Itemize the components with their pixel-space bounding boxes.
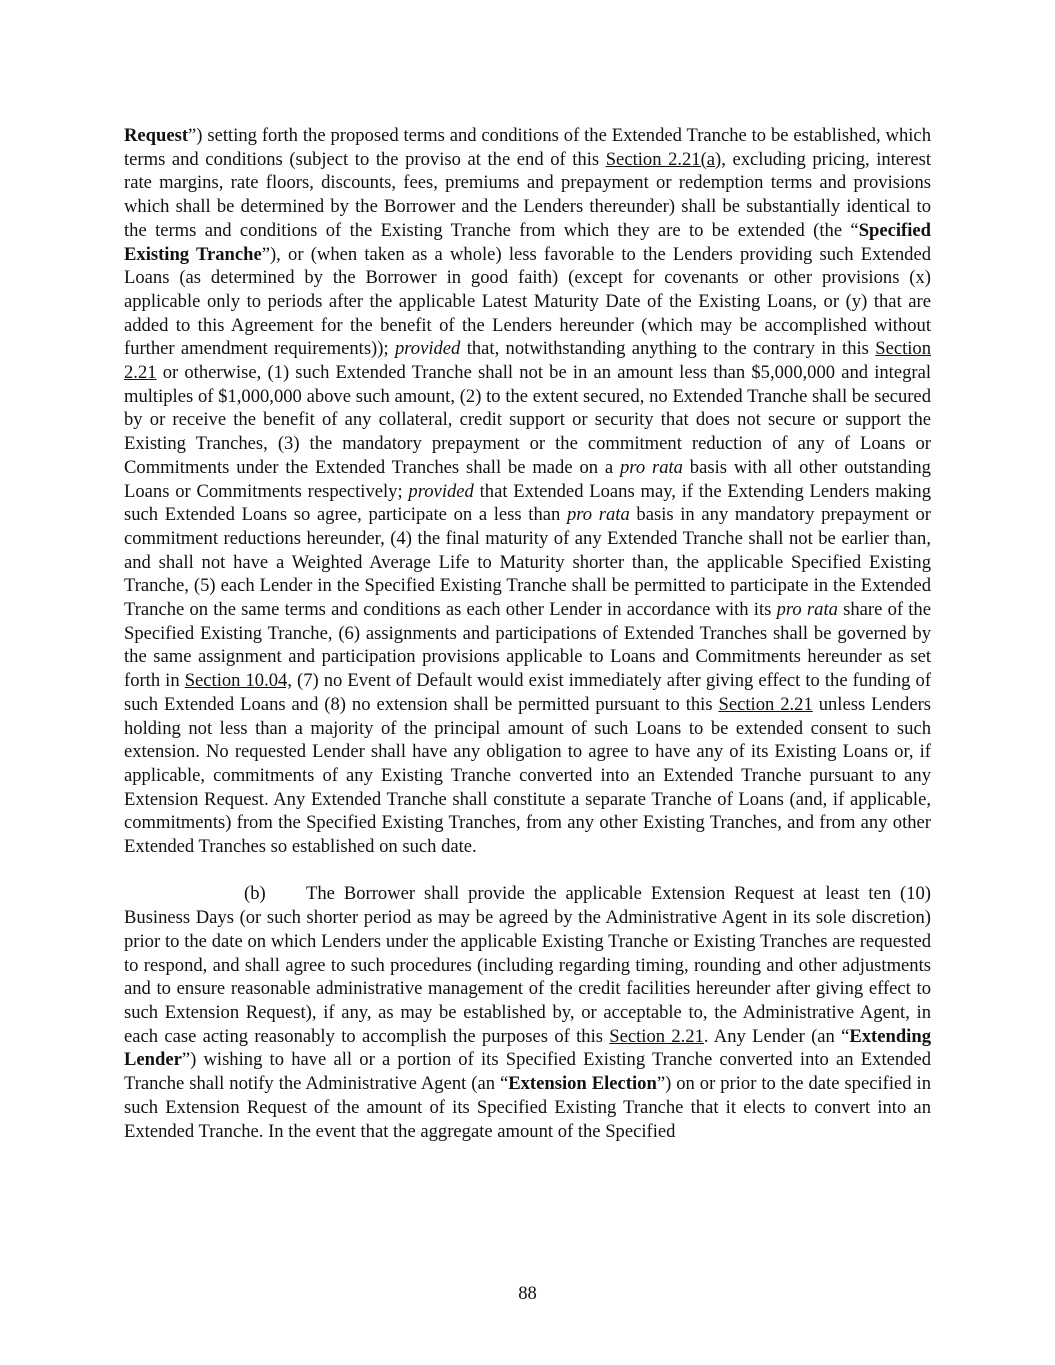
defined-term-extending-lender: Extending Lender [124,1025,931,1071]
text-run: or otherwise, (1) such Extended Tranche shall not be in an amount less than $5,000,000 and integral multiples of $1,000,000 above such amount, (2) to the extent secured, no Extended Tranche shall be secured by or receive the benefit of any collateral, credit support or security that does not secure or support the Existing Tranches, (3) the mandatory prepayment or the commitment reduction of any of Loans or Commitments under the Extended Tranches shall be made on a [124,362,931,478]
text-run: ”) on or prior to the date specified in such Extension Request of the amount of its Specified Existing Tranche that it elects to convert into an Extended Tranche. In the event that the aggregate amount of the Specified [124,1073,931,1142]
document-body [124,124,931,1143]
defined-term-request: Request [124,125,189,146]
text-run: The Borrower shall provide the applicable Extension Request at least ten (10) Business Days (or such shorter period as may be agreed by the Administrative Agent in its sole discretion) prior to the date on which Lenders under the applicable Existing Tranche or Existing Tranches are requested to respond, and shall agree to such procedures (including regarding timing, rounding and other adjustments and to ensure reasonable administrative management of the credit facilities hereunder after giving effect to such Extension Request), if any, as may be established by, or acceptable to, the Administrative Agent, in each case acting reasonably to accomplish the purposes of this [124,883,931,1047]
italic-term: pro rata [566,504,630,526]
page-number: 88 [518,1283,537,1304]
text-run: ”) setting forth the proposed terms and conditions of the Extended Tranche to be established, which terms and conditions (subject to the proviso at the end of this [124,125,931,170]
italic-term: pro rata [619,456,683,478]
section-reference: Section 2.21(a) [605,148,722,170]
defined-term-specified-existing-tranche: Specified Existing Tranche [124,219,931,265]
section-reference: Section 2.21 [609,1025,704,1047]
section-reference: Section 2.21 [124,338,932,384]
paragraph-b [124,882,931,1143]
paragraph-a [124,124,931,859]
italic-term: provided [408,480,474,502]
italic-term: pro rata [776,599,838,621]
text-run: share of the Specified Existing Tranche, (6) assignments and participations of Extended Tranches shall be governed by the same assignment and participation provisions applicable to Loans and Commitments hereunder as set forth in [124,599,931,692]
text-run: unless Lenders holding not less than a majority of the principal amount of such Loans to be extended consent to such extension. No requested Lender shall have any obligation to agree to have any of its Existing Loans or, if applicable, commitments of any Existing Tranche converted into an Extended Tranche pursuant to any Extension Request. Any Extended Tranche shall constitute a separate Tranche of Loans (and, if applicable, commitments) from the Specified Existing Tranches, from any other Existing Tranches, and from any other Extended Tranches so established on such date. [124,693,931,858]
defined-term-extension-election: Extension Election [508,1073,657,1095]
text-run: (7) no Event of Default would exist immediately after giving effect to the funding of such Extended Loans and (8) no extension shall be permitted pursuant to this [124,670,932,715]
text-run: basis with all other outstanding Loans or Commitments respectively; [124,456,931,502]
text-run: ”) wishing to have all or a portion of its Specified Existing Tranche converted into an Extended Tranche shall notify the Administrative Agent (an “ [124,1049,931,1095]
text-run: , excluding pricing, interest rate margins, rate floors, discounts, fees, premiums and prepayment or redemption terms and provisions which shall be determined by the Borrower and the Lenders thereunder) shall be substantially identical to the terms and conditions of the Existing Tranche from which they are to be extended (the “ [124,148,931,241]
section-reference: Section 2.21 [718,693,813,715]
text-run: that, notwithstanding anything to the contrary in this [460,338,876,360]
text-run: . Any Lender (an “ [703,1025,850,1047]
italic-term: provided [394,338,461,360]
text-run: that Extended Loans may, if the Extending Lenders making such Extended Loans so agree, participate on a less than [124,480,931,526]
section-reference: Section 10.04, [184,670,292,692]
paragraph-marker: (b) [244,883,266,905]
text-run: basis in any mandatory prepayment or commitment reductions hereunder, (4) the final maturity of any Extended Tranche shall not be earlier than, and shall not have a Weighted Average Life to Maturity shorter than, the applicable Specified Existing Tranche, (5) each Lender in the Specified Existing Tranche shall be permitted to participate in the Extended Tranche on the same terms and conditions as each other Lender in accordance with its [124,504,931,621]
text-run: ”), or (when taken as a whole) less favorable to the Lenders providing such Extended Loans (as determined by the Borrower in good faith) (except for covenants or other provisions (x) applicable only to periods after the applicable Latest Maturity Date of the Existing Loans, or (y) that are added to this Agreement for the benefit of the Lenders hereunder (which may be accomplished without further amendment requirements)); [124,243,932,360]
